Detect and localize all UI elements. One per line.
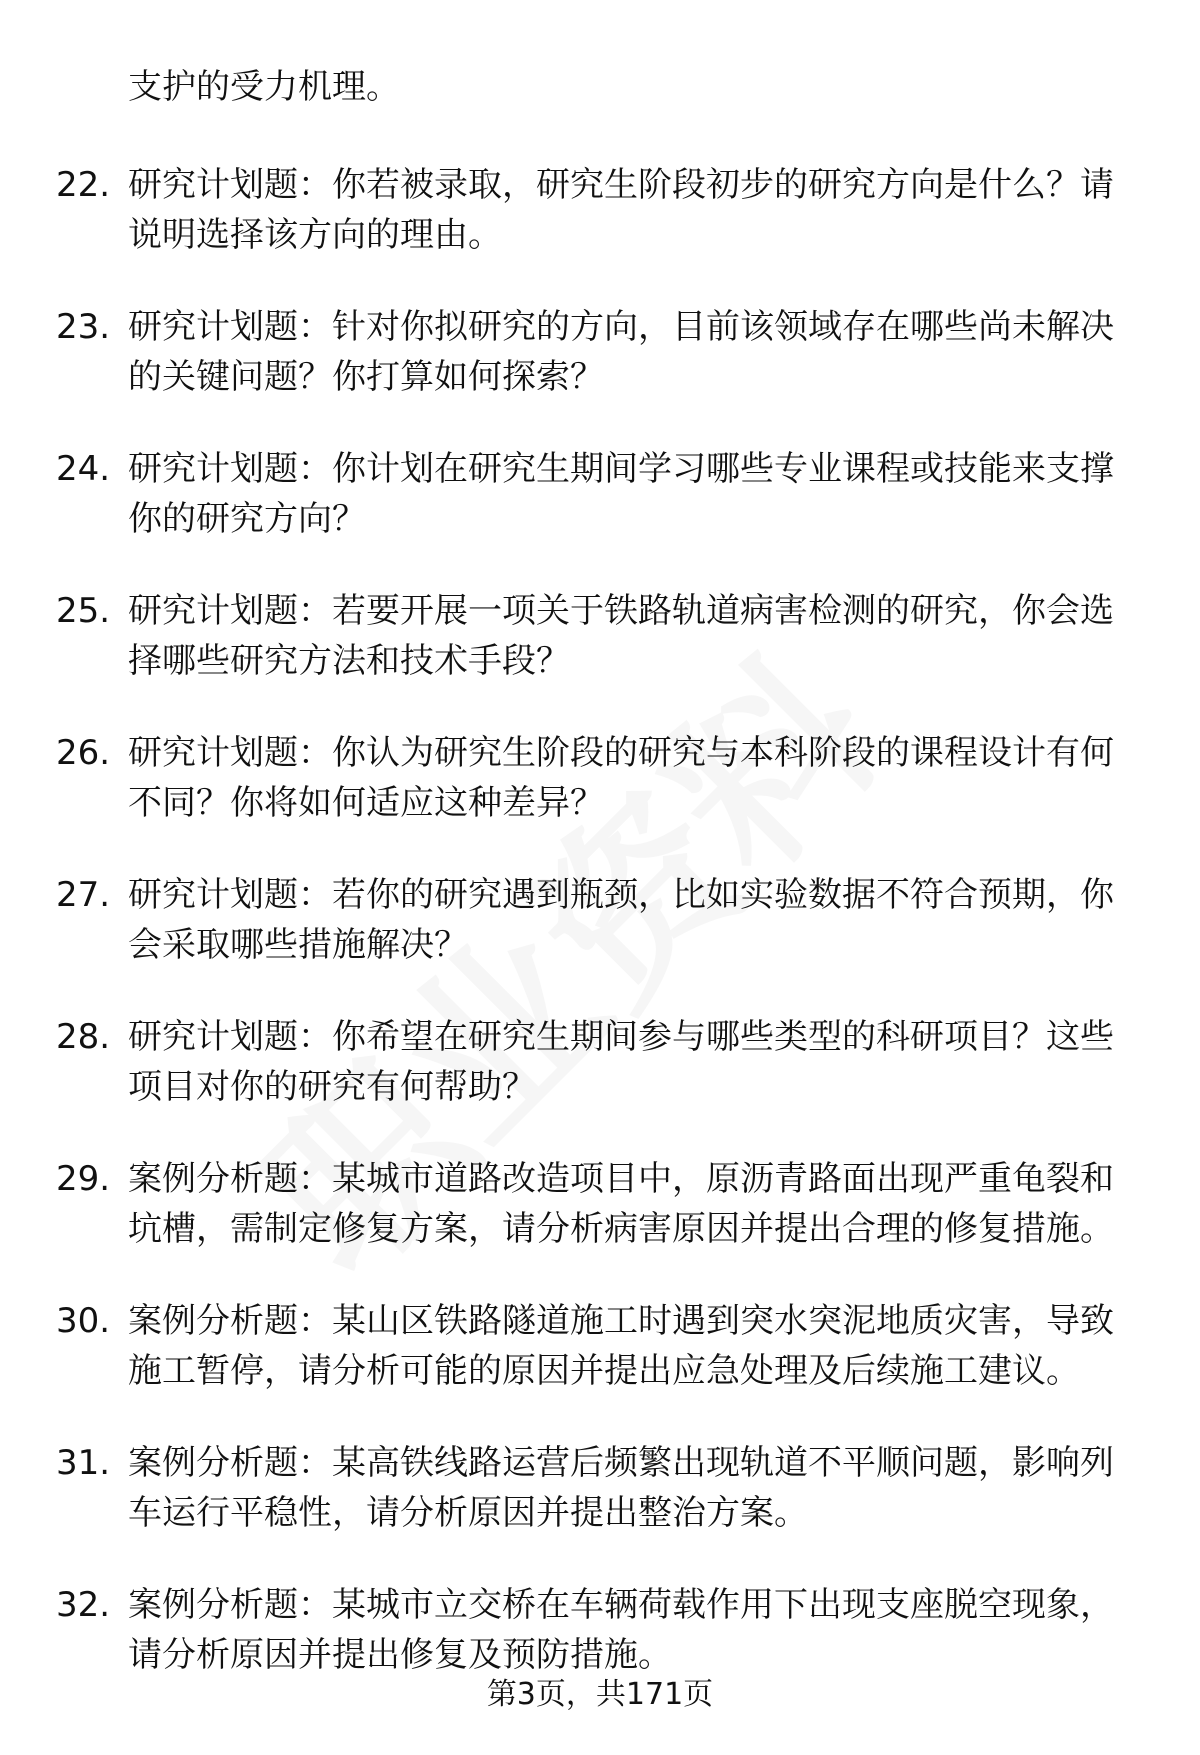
question-text: 案例分析题：某高铁线路运营后频繁出现轨道不平顺问题，影响列车运行平稳性，请分析原因并提出整治方案。 <box>128 1443 1114 1533</box>
question-text: 研究计划题：你认为研究生阶段的研究与本科阶段的课程设计有何不同？你将如何适应这种差异？ <box>128 733 1114 823</box>
question-item <box>56 1438 1146 1538</box>
question-item <box>56 302 1146 402</box>
question-item <box>56 444 1146 544</box>
question-number: 29. <box>56 1159 111 1199</box>
question-number: 30. <box>56 1301 111 1341</box>
question-item <box>56 1154 1146 1254</box>
question-number: 25. <box>56 591 111 631</box>
question-number: 22. <box>56 165 111 205</box>
question-text: 案例分析题：某城市立交桥在车辆荷载作用下出现支座脱空现象，请分析原因并提出修复及预防措施。 <box>128 1585 1114 1675</box>
question-text: 研究计划题：你希望在研究生期间参与哪些类型的科研项目？这些项目对你的研究有何帮助？ <box>128 1017 1114 1107</box>
question-item <box>56 870 1146 970</box>
question-number: 24. <box>56 449 111 489</box>
question-number: 27. <box>56 875 111 915</box>
question-text: 案例分析题：某城市道路改造项目中，原沥青路面出现严重龟裂和坑槽，需制定修复方案，请分析病害原因并提出合理的修复措施。 <box>128 1159 1114 1249</box>
question-list <box>56 62 1146 1722</box>
question-text: 研究计划题：若要开展一项关于铁路轨道病害检测的研究，你会选择哪些研究方法和技术手段？ <box>128 591 1114 681</box>
question-text: 研究计划题：针对你拟研究的方向，目前该领域存在哪些尚未解决的关键问题？你打算如何探索？ <box>128 307 1114 397</box>
page-footer: 第3页，共171页 <box>486 1677 714 1712</box>
question-item <box>56 728 1146 828</box>
question-item <box>56 1580 1146 1680</box>
question-item <box>56 1296 1146 1396</box>
question-text: 案例分析题：某山区铁路隧道施工时遇到突水突泥地质灾害，导致施工暂停，请分析可能的原因并提出应急处理及后续施工建议。 <box>128 1301 1114 1391</box>
question-number: 28. <box>56 1017 111 1057</box>
question-number: 26. <box>56 733 111 773</box>
question-item <box>56 586 1146 686</box>
question-text: 研究计划题：你若被录取，研究生阶段初步的研究方向是什么？请说明选择该方向的理由。 <box>128 165 1114 255</box>
question-number: 32. <box>56 1585 111 1625</box>
question-item <box>56 160 1146 260</box>
question-text: 研究计划题：你计划在研究生期间学习哪些专业课程或技能来支撑你的研究方向？ <box>128 449 1114 539</box>
question-number: 23. <box>56 307 111 347</box>
question-text: 研究计划题：若你的研究遇到瓶颈，比如实验数据不符合预期，你会采取哪些措施解决？ <box>128 875 1114 965</box>
question-item <box>56 1012 1146 1112</box>
continued-text: 支护的受力机理。 <box>128 67 400 107</box>
question-number: 31. <box>56 1443 111 1483</box>
